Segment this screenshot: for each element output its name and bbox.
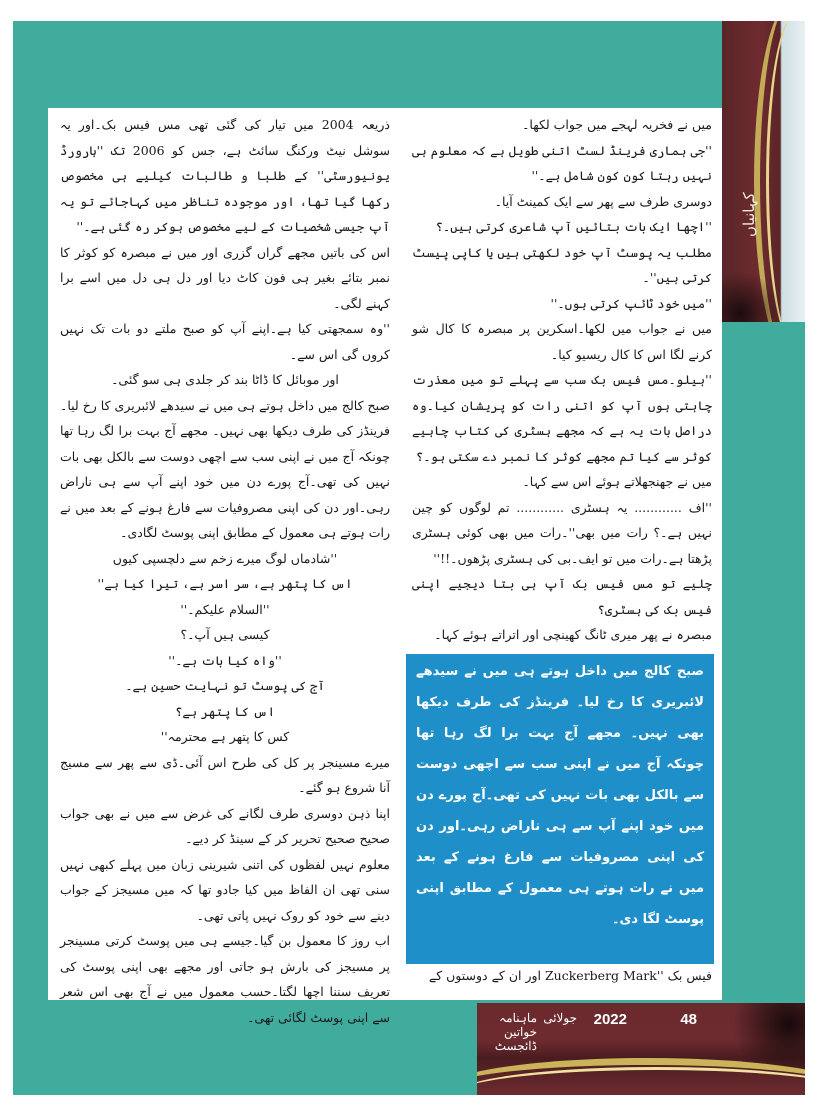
paragraph: چلیے تو مس فیس بک آپ ہی بتا دیجیے اپنی فیس بک کی ہسٹری؟: [412, 576, 712, 617]
issue-month: جولائی: [543, 1011, 577, 1025]
page-number: 48: [680, 1011, 697, 1028]
paragraph: اپنا ذہن دوسری طرف لگانے کی غرض سے میں نے بھی جواب صحیح صحیح تحریر کر کے سینڈ کر دیے۔: [60, 805, 390, 846]
poem-line: کس کا پتھر ہے محترمہ'': [160, 729, 290, 744]
paragraph: معلوم نہیں لفظوں کی اتنی شیرینی زبان میں پہلے کبھی نہیں سنی تھی ان الفاظ میں کیا جادو تھا کہ میں مسیجز کے جواب دینے سے خود کو روک نہیں پاتی تھی۔: [60, 856, 390, 923]
paragraph: اور موبائل کا ڈاٹا بند کر جلدی ہی سو گئی۔: [111, 372, 339, 387]
issue-year: 2022: [593, 1011, 627, 1028]
paragraph: اب روز کا معمول بن گیا۔جیسے ہی میں پوسٹ کرتی مسینجر پر مسیجز کی بارش ہو جاتی اور مجھے بھی اپنی پوسٹ کی تعریف سننا اچھا لگتا۔حسب معمول میں نے آج بھی اس شعر سے اپنی پوسٹ لگائی تھی۔: [60, 933, 390, 1025]
decor-shadow: [722, 271, 782, 322]
poem-line: ''واہ کیا بات ہے۔'': [168, 652, 282, 668]
article-column-left: [60, 112, 390, 1030]
paragraph: مطلب یہ پوسٹ آپ خود لکھتی ہیں یا کاپی پیسٹ کرتی ہیں''۔: [412, 244, 712, 285]
article-column-right: [412, 112, 712, 699]
poem-line: اس کا پتھر ہے؟: [175, 703, 275, 719]
decorative-corner-top: [722, 21, 805, 322]
paragraph: ''اف ............ یہ ہسٹری ............ تم لوگوں کو چین نہیں ہے۔؟ رات میں بھی''۔رات میں بھی کوئی ہسٹری پڑھتا ہے۔رات میں تو ایف۔بی کی ہسٹری پڑھوں۔!!'': [412, 499, 712, 566]
paragraph: میرے مسینجر پر کل کی طرح اس آئی۔ڈی سے پھر سے مسیج آنا شروع ہو گئے۔: [60, 754, 390, 795]
paragraph: صبح کالج میں داخل ہوتے ہی میں نے سیدھے لائبریری کا رخ لیا۔فرینڈز کی طرف دیکھا بھی نہیں۔ مجھے آج بہت برا لگ رہا تھا چونکہ آج میں نے اپنی سب سے اچھی دوست سے بالکل بھی بات نہیں کی تھی۔آج پورے دن میں خود اپنے آپ سے ہی ناراض رہی۔اور دن کی اپنی مصروفیات سے فارغ ہونے کے بعد میں نے رات ہوتے ہی معمول کے مطابق اپنی پوسٹ لگادی۔: [60, 397, 390, 540]
paragraph: دوسری طرف سے پھر سے ایک کمینٹ آیا۔: [494, 193, 712, 209]
paragraph: مبصرہ نے پھر میری ٹانگ کھینچی اور اتراتے ہوئے کہا۔: [434, 627, 712, 642]
paragraph: ذریعہ 2004 میں تیار کی گئی تھی مس فیس بک۔اور یہ سوشل نیٹ ورکنگ سائٹ ہے، جس کو 2006 تک ''ہارورڈ یونیورسٹی'' کے طلبا و طالبات کیلیے ہی مخصوص رکھا گیا تھا، اور موجودہ تناظر میں کہاجائے تو یہ آپ جیسی شخصیات کے لیے مخصوص ہوکر رہ گئی ہے۔'': [60, 117, 390, 234]
magazine-name: ماہنامہ خواتین ڈائجسٹ: [494, 1011, 537, 1053]
paragraph: میں نے جواب میں لکھا۔اسکرین پر مبصرہ کا کال شو کرنے لگا اس کا کال ریسیو کیا۔: [412, 321, 712, 362]
poem-line: ''شادماں لوگ میرے زخم سے دلچسپی کیوں: [112, 550, 338, 566]
page-footer: [477, 1003, 805, 1095]
poem-line: آج کی پوسٹ تو نہایت حسین ہے۔: [125, 678, 325, 693]
paragraph: ''وہ سمجھتی کیا ہے۔اپنے آپ کو صبح ملتے دو بات تک نہیں کروں گی اس سے۔: [60, 321, 390, 362]
section-label: کہانیاں: [740, 192, 758, 238]
paragraph: ''ہیلو۔مس فیس بک سب سے پہلے تو میں معذرت چاہتی ہوں آپ کو اتنی رات کو پریشان کیا۔وہ دراصل بات یہ ہے کہ مجھے ہسٹری کی کتاب چاہیے کوثر سے کیا تم مجھے کوثر کا نمبر دے سکتی ہو۔؟: [412, 372, 712, 464]
poem-line: ''السلام علیکم۔'': [180, 601, 270, 617]
footer-info: [477, 1011, 805, 1053]
pull-quote-text: صبح کالج میں داخل ہوتے ہی میں نے سیدھے لائبریری کا رخ لیا۔ فرینڈز کی طرف دیکھا بھی نہیں۔ مجھے آج بہت برا لگ رہا تھا چونکہ آج میں نے اپنی سب سے اچھی دوست سے بالکل بھی بات نہیں کی تھی۔آج پورے دن میں خود اپنے آپ سے ہی ناراض رہی۔اور دن کی اپنی مصروفیات سے فارغ ہونے کے بعد میں نے رات ہوتے ہی معمول کے مطابق اپنی پوسٹ لگا دی۔: [416, 664, 704, 927]
continued-line: فیس بک ''Zuckerberg Mark اور ان کے دوستوں کے: [428, 968, 712, 983]
paragraph: اس کی باتیں مجھے گراں گزری اور میں نے مبصرہ کو کوثر کا نمبر بتائے بغیر ہی فون کاٹ دیا اور دل ہی دل میں اسے برا کہنے لگی۔: [60, 244, 390, 311]
paragraph: میں نے فخریہ لہجے میں جواب لکھا۔: [522, 117, 712, 132]
poem-line: اس کا پتھر ہے، سر اسر ہے، تیرا کیا ہے'': [97, 576, 353, 591]
pull-quote-box: [406, 654, 714, 964]
paragraph: میں نے جھنجھلاتے ہوئے اس سے کہا۔: [522, 474, 712, 489]
paragraph: ''جی ہماری فرینڈ لسٹ اتنی طویل ہے کہ معلوم ہی نہیں رہتا کون کون شامل ہے۔'': [412, 142, 712, 183]
paragraph: ''اچھا ایک بات بتائیں آپ شاعری کرتی ہیں۔؟: [435, 219, 712, 234]
paragraph: ''میں خود ٹائپ کرتی ہوں۔'': [550, 295, 712, 311]
poem-line: کیسی ہیں آپ۔؟: [180, 627, 270, 642]
